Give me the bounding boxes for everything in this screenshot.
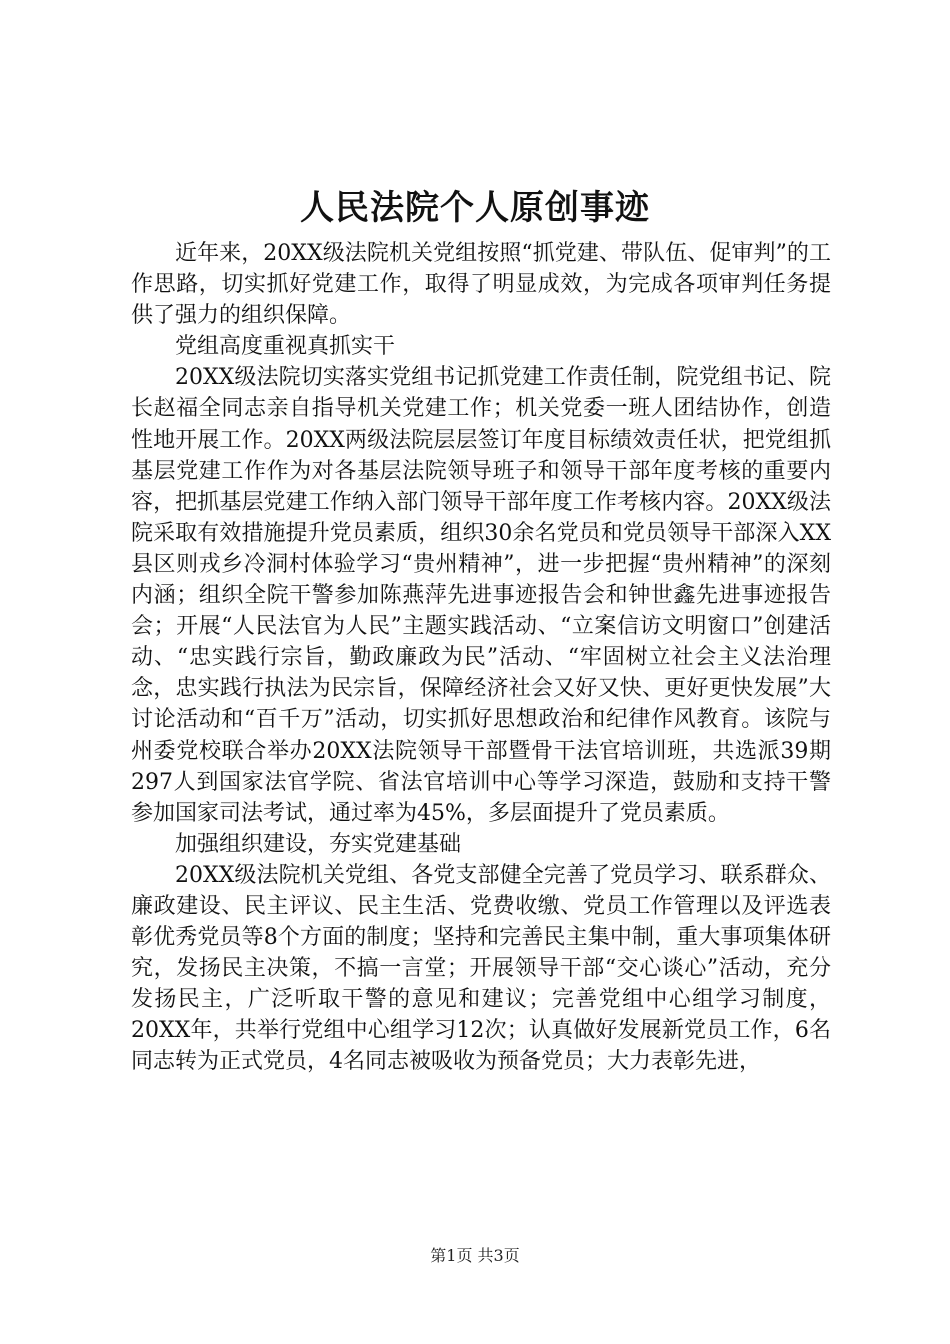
paragraph-body: 20XX级法院机关党组、各党支部健全完善了党员学习、联系群众、廉政建设、民主评议、民主生活、党费收缴、党员工作管理以及评选表彰优秀党员等8个方面的制度；坚持和完善民主集中制，重大事项集体研究，发扬民主决策，不搞一言堂；开展领导干部“交心谈心”活动，充分发扬民主，广泛听取干警的意见和建议；完善党组中心组学习制度，20XX年，共举行党组中心组学习12次；认真做好发展新党员工作，6名同志转为正式党员，4名同志被吸收为预备党员；大力表彰先进，: [131, 862, 831, 1075]
document-title: 人民法院个人原创事迹: [300, 188, 650, 228]
document-body: [131, 238, 831, 1078]
paragraph-intro: 近年来，20XX级法院机关党组按照“抓党建、带队伍、促审判”的工作思路，切实抓好党建工作，取得了明显成效，为完成各项审判任务提供了强力的组织保障。: [131, 241, 831, 329]
paragraph-body: 20XX级法院切实落实党组书记抓党建工作责任制，院党组书记、院长赵福全同志亲自指导机关党建工作；机关党委一班人团结协作，创造性地开展工作。20XX两级法院层层签订年度目标绩效责任状，把党组抓基层党建工作作为对各基层法院领导班子和领导干部年度考核的重要内容，把抓基层党建工作纳入部门领导干部年度工作考核内容。20XX级法院采取有效措施提升党员素质，组织30余名党员和党员领导干部深入XX县区则戎乡冷洞村体验学习“贵州精神”，进一步把握“贵州精神”的深刻内涵；组织全院干警参加陈燕萍先进事迹报告会和钟世鑫先进事迹报告会；开展“人民法官为人民”主题实践活动、“立案信访文明窗口”创建活动、“忠实践行宗旨，勤政廉政为民”活动、“牢固树立社会主义法治理念，忠实践行执法为民宗旨，保障经济社会又好又快、更好更快发展”大讨论活动和“百千万”活动，切实抓好思想政治和纪律作风教育。该院与州委党校联合举办20XX法院领导干部暨骨干法官培训班，共选派39期297人到国家法官学院、省法官培训中心等学习深造，鼓励和支持干警参加国家司法考试，通过率为45%，多层面提升了党员素质。: [131, 365, 831, 826]
section-heading: 加强组织建设，夯实党建基础: [175, 831, 462, 857]
section-heading: 党组高度重视真抓实干: [175, 334, 396, 360]
page-footer: 第1页 共3页: [430, 1246, 520, 1265]
